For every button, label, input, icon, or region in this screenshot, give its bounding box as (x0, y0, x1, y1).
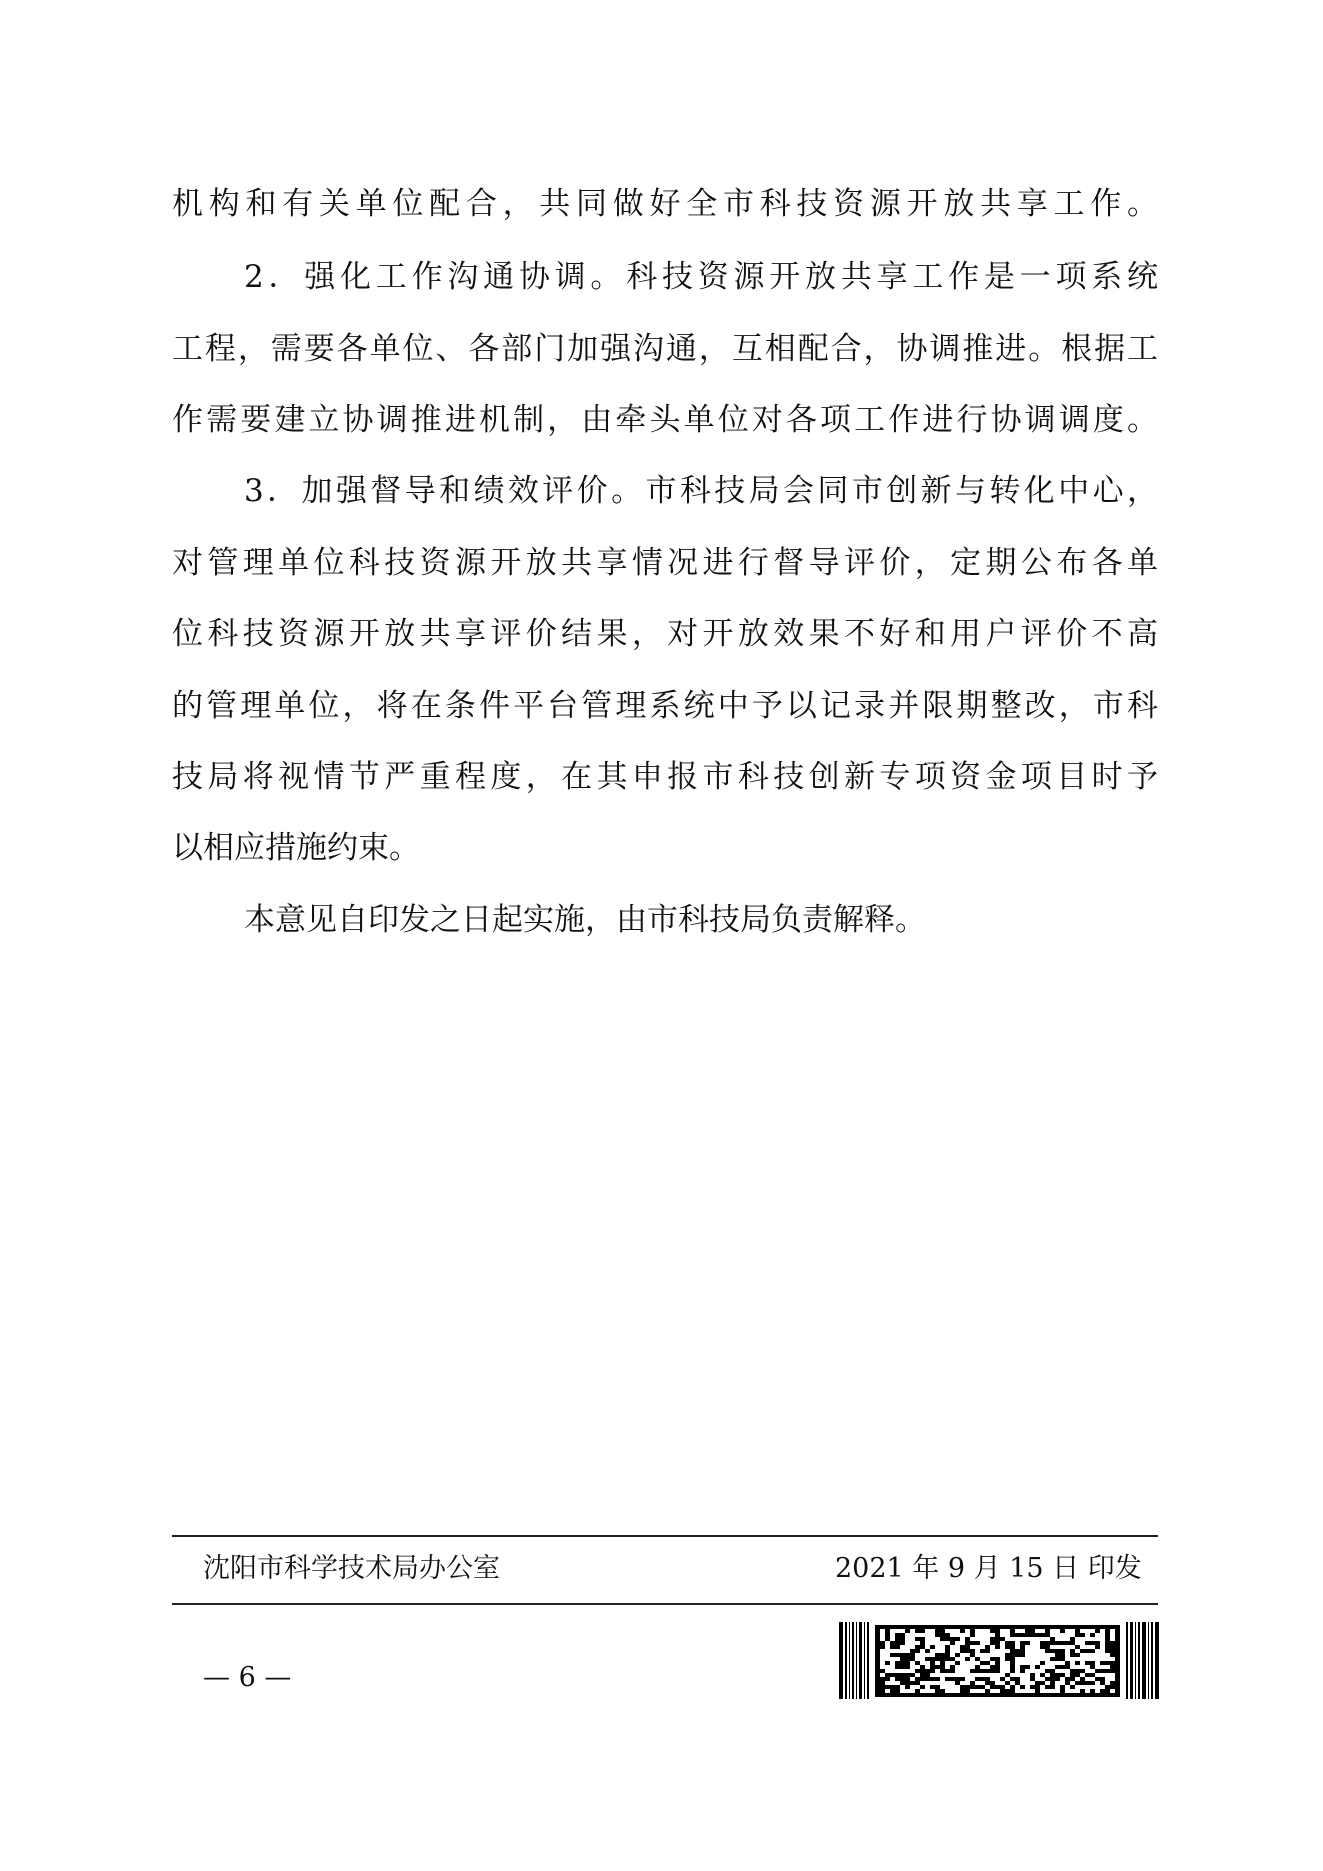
body-line-4: 作需要建立协调推进机制，由牵头单位对各项工作进行协调调度。 (172, 402, 1158, 438)
footer-bottom-rule (172, 1603, 1158, 1605)
body-line-7: 位科技资源开放共享评价结果，对开放效果不好和用户评价不高 (172, 616, 1158, 652)
barcode-right-bars (1126, 1622, 1159, 1699)
page-number: — 6 — (203, 1662, 292, 1693)
body-line-11: 本意见自印发之日起实施，由市科技局负责解释。 (244, 902, 926, 938)
barcode-image (839, 1622, 1159, 1699)
barcode-left-bars (839, 1622, 869, 1699)
body-line-9: 技局将视情节严重程度，在其申报市科技创新专项资金项目时予 (172, 759, 1158, 795)
body-line-8: 的管理单位，将在条件平台管理系统中予以记录并限期整改，市科 (172, 688, 1158, 724)
body-line-5: 3．加强督导和绩效评价。市科技局会同市创新与转化中心， (244, 473, 1158, 509)
body-line-3: 工程，需要各单位、各部门加强沟通，互相配合，协调推进。根据工 (172, 331, 1158, 367)
footer-issuer: 沈阳市科学技术局办公室 (203, 1553, 500, 1584)
body-line-6: 对管理单位科技资源开放共享情况进行督导评价，定期公布各单 (172, 545, 1158, 581)
body-line-1: 机构和有关单位配合，共同做好全市科技资源开放共享工作。 (172, 186, 1158, 222)
barcode-matrix (875, 1625, 1120, 1697)
footer-issue-date: 2021 年 9 月 15 日 印发 (835, 1553, 1142, 1584)
footer-top-rule (172, 1535, 1158, 1537)
body-line-10: 以相应措施约束。 (172, 830, 420, 866)
body-line-2: 2．强化工作沟通协调。科技资源开放共享工作是一项系统 (244, 259, 1158, 295)
